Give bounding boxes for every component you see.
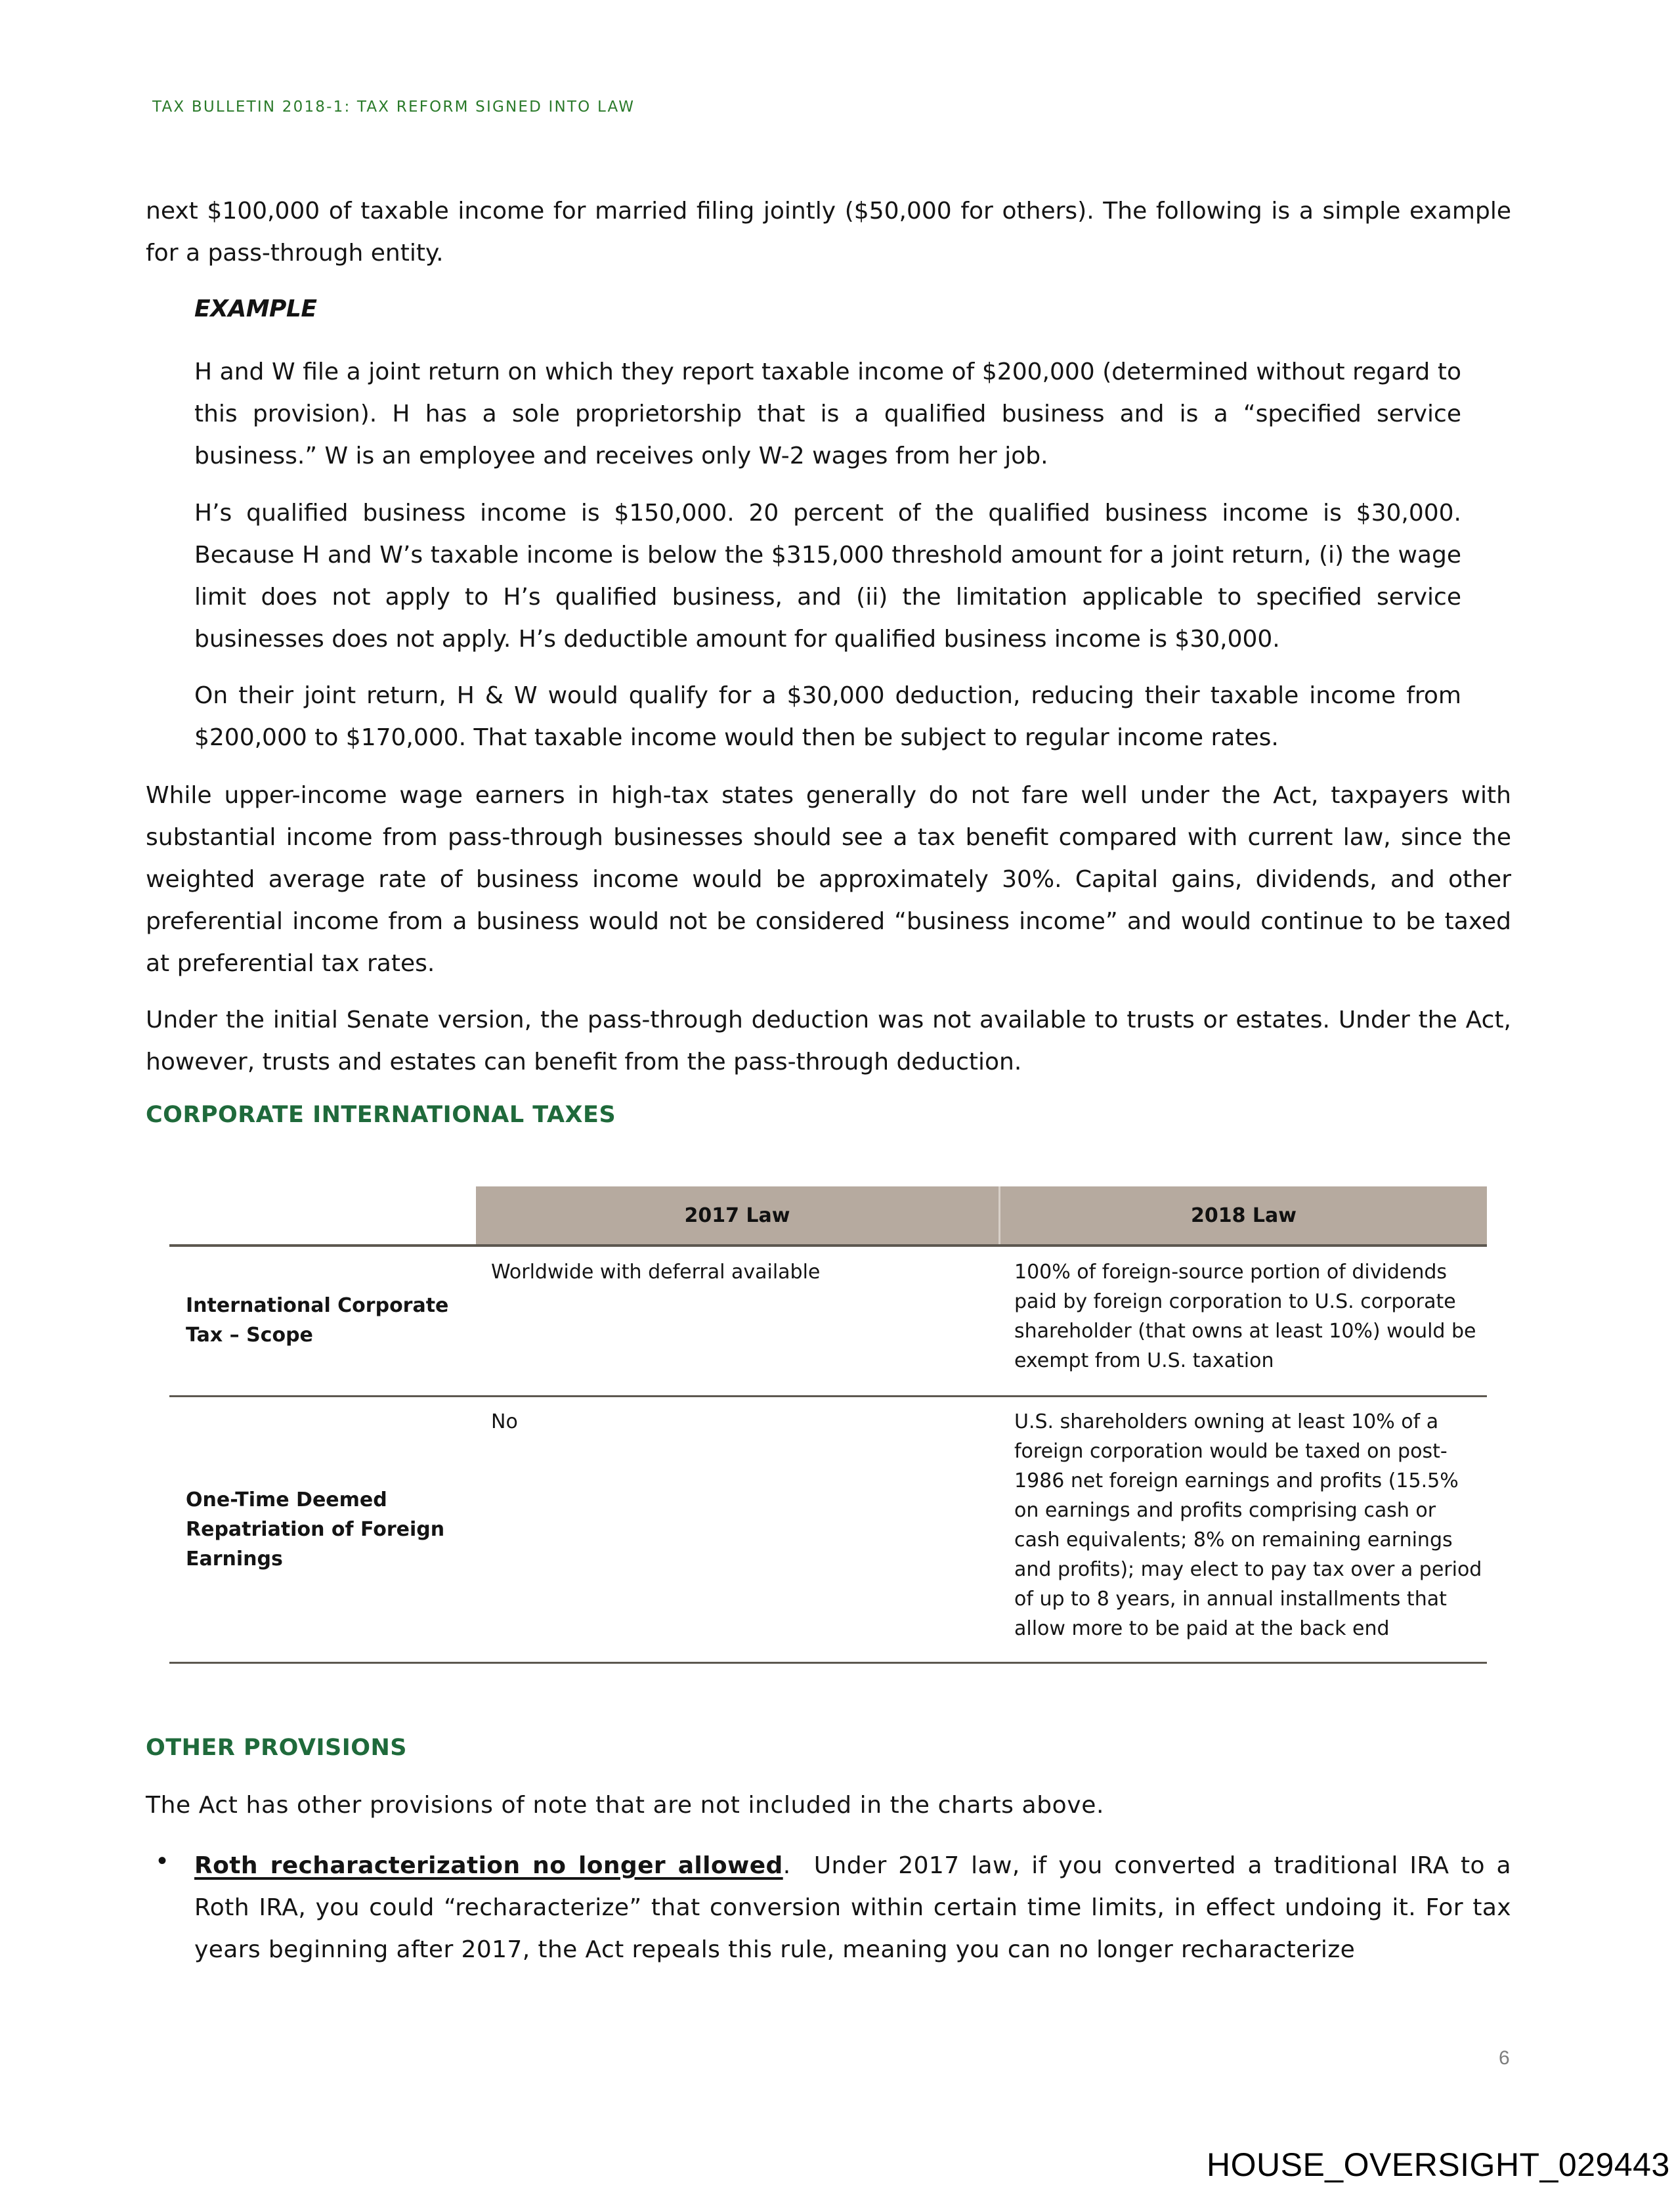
section-heading-other-provisions: OTHER PROVISIONS	[146, 1735, 407, 1761]
row-label-deemed-repatriation: One-Time Deemed Repatriation of Foreign Earnings	[186, 1488, 445, 1571]
roth-recharacterization-title: Roth recharacterization no longer allowed	[194, 1852, 783, 1879]
table-header-2017	[476, 1186, 998, 1246]
bates-number: HOUSE_OVERSIGHT_029443	[1207, 2146, 1670, 2183]
table-header-2018	[1000, 1186, 1487, 1246]
running-header: TAX BULLETIN 2018-1: TAX REFORM SIGNED INTO LAW	[152, 98, 635, 116]
table-header-2018-label: 2018 Law	[1190, 1204, 1297, 1227]
roth-recharacterization-text: Under 2017 law, if you converted a traditional IRA to a Roth IRA, you could “recharacterize” that conversion within certain time limits, in effect undoing it. For tax years beginning after 2017, the Act repeals this rule, meaning you can no longer recharacterize	[194, 1852, 1519, 1963]
table-row-rule	[169, 1395, 1487, 1397]
example-label: EXAMPLE	[194, 295, 317, 322]
list-item-roth-recharacterization	[194, 1845, 1519, 1971]
section-heading-corporate-international: CORPORATE INTERNATIONAL TAXES	[146, 1102, 616, 1128]
example-paragraph-1: H and W file a joint return on which they report taxable income of $200,000 (determined without regard to this provision). H has a sole proprietorship that is a qualified business and is a “specified service business.” W is an employee and receives only W-2 wages from her job.	[194, 358, 1461, 469]
table-header-rule	[169, 1244, 1487, 1247]
table-header-2017-label: 2017 Law	[684, 1204, 790, 1227]
cell-2018-international-scope: 100% of foreign-source portion of dividends paid by foreign corporation to U.S. corporate shareholder (that owns at least 10%) would be exempt from U.S. taxation	[1014, 1261, 1476, 1372]
example-paragraph-2: H’s qualified business income is $150,000. 20 percent of the qualified business income is $30,000. Because H and W’s taxable income is below the $315,000 threshold amount for a joint return, (i) the wage limit does not apply to H’s qualified business, and (ii) the limitation applicable to specified service businesses does not apply. H’s deductible amount for qualified business income is $30,000.	[194, 500, 1461, 653]
page-number: 6	[1499, 2047, 1510, 2069]
trusts-estates-paragraph: Under the initial Senate version, the pass-through deduction was not available to trusts or estates. Under the Act, however, trusts and estates can benefit from the pass-through deduction.	[146, 1007, 1511, 1075]
table-bottom-rule	[169, 1662, 1487, 1664]
bullet-dot-icon: •	[158, 1846, 167, 1875]
cell-2017-deemed-repatriation: No	[491, 1410, 518, 1433]
row-label-international-scope: International Corporate Tax – Scope	[186, 1294, 449, 1347]
pass-through-benefit-paragraph: While upper-income wage earners in high-tax states generally do not fare well under the Act, taxpayers with substantial income from pass-through businesses should see a tax benefit compared with current law, since the weighted average rate of business income would be approximately 30%. Capital gains, dividends, and other preferential income from a business would not be considered “business income” and would continue to be taxed at preferential tax rates.	[146, 782, 1511, 977]
intro-paragraph: next $100,000 of taxable income for married filing jointly ($50,000 for others). The following is a simple example for a pass-through entity.	[146, 198, 1511, 267]
roth-title-suffix: .	[783, 1852, 791, 1879]
cell-2017-international-scope: Worldwide with deferral available	[491, 1261, 821, 1284]
example-paragraph-3: On their joint return, H & W would qualify for a $30,000 deduction, reducing their taxable income from $200,000 to $170,000. That taxable income would then be subject to regular income rates.	[194, 682, 1461, 751]
cell-2018-deemed-repatriation: U.S. shareholders owning at least 10% of a foreign corporation would be taxed on post-1986 net foreign earnings and profits (15.5% on earnings and profits comprising cash or cash equivalents; 8% on remaining earnings and profits); may elect to pay tax over a period of up to 8 years, in annual installments that allow more to be paid at the back end	[1014, 1410, 1482, 1640]
other-provisions-intro: The Act has other provisions of note that are not included in the charts above.	[146, 1792, 1104, 1819]
